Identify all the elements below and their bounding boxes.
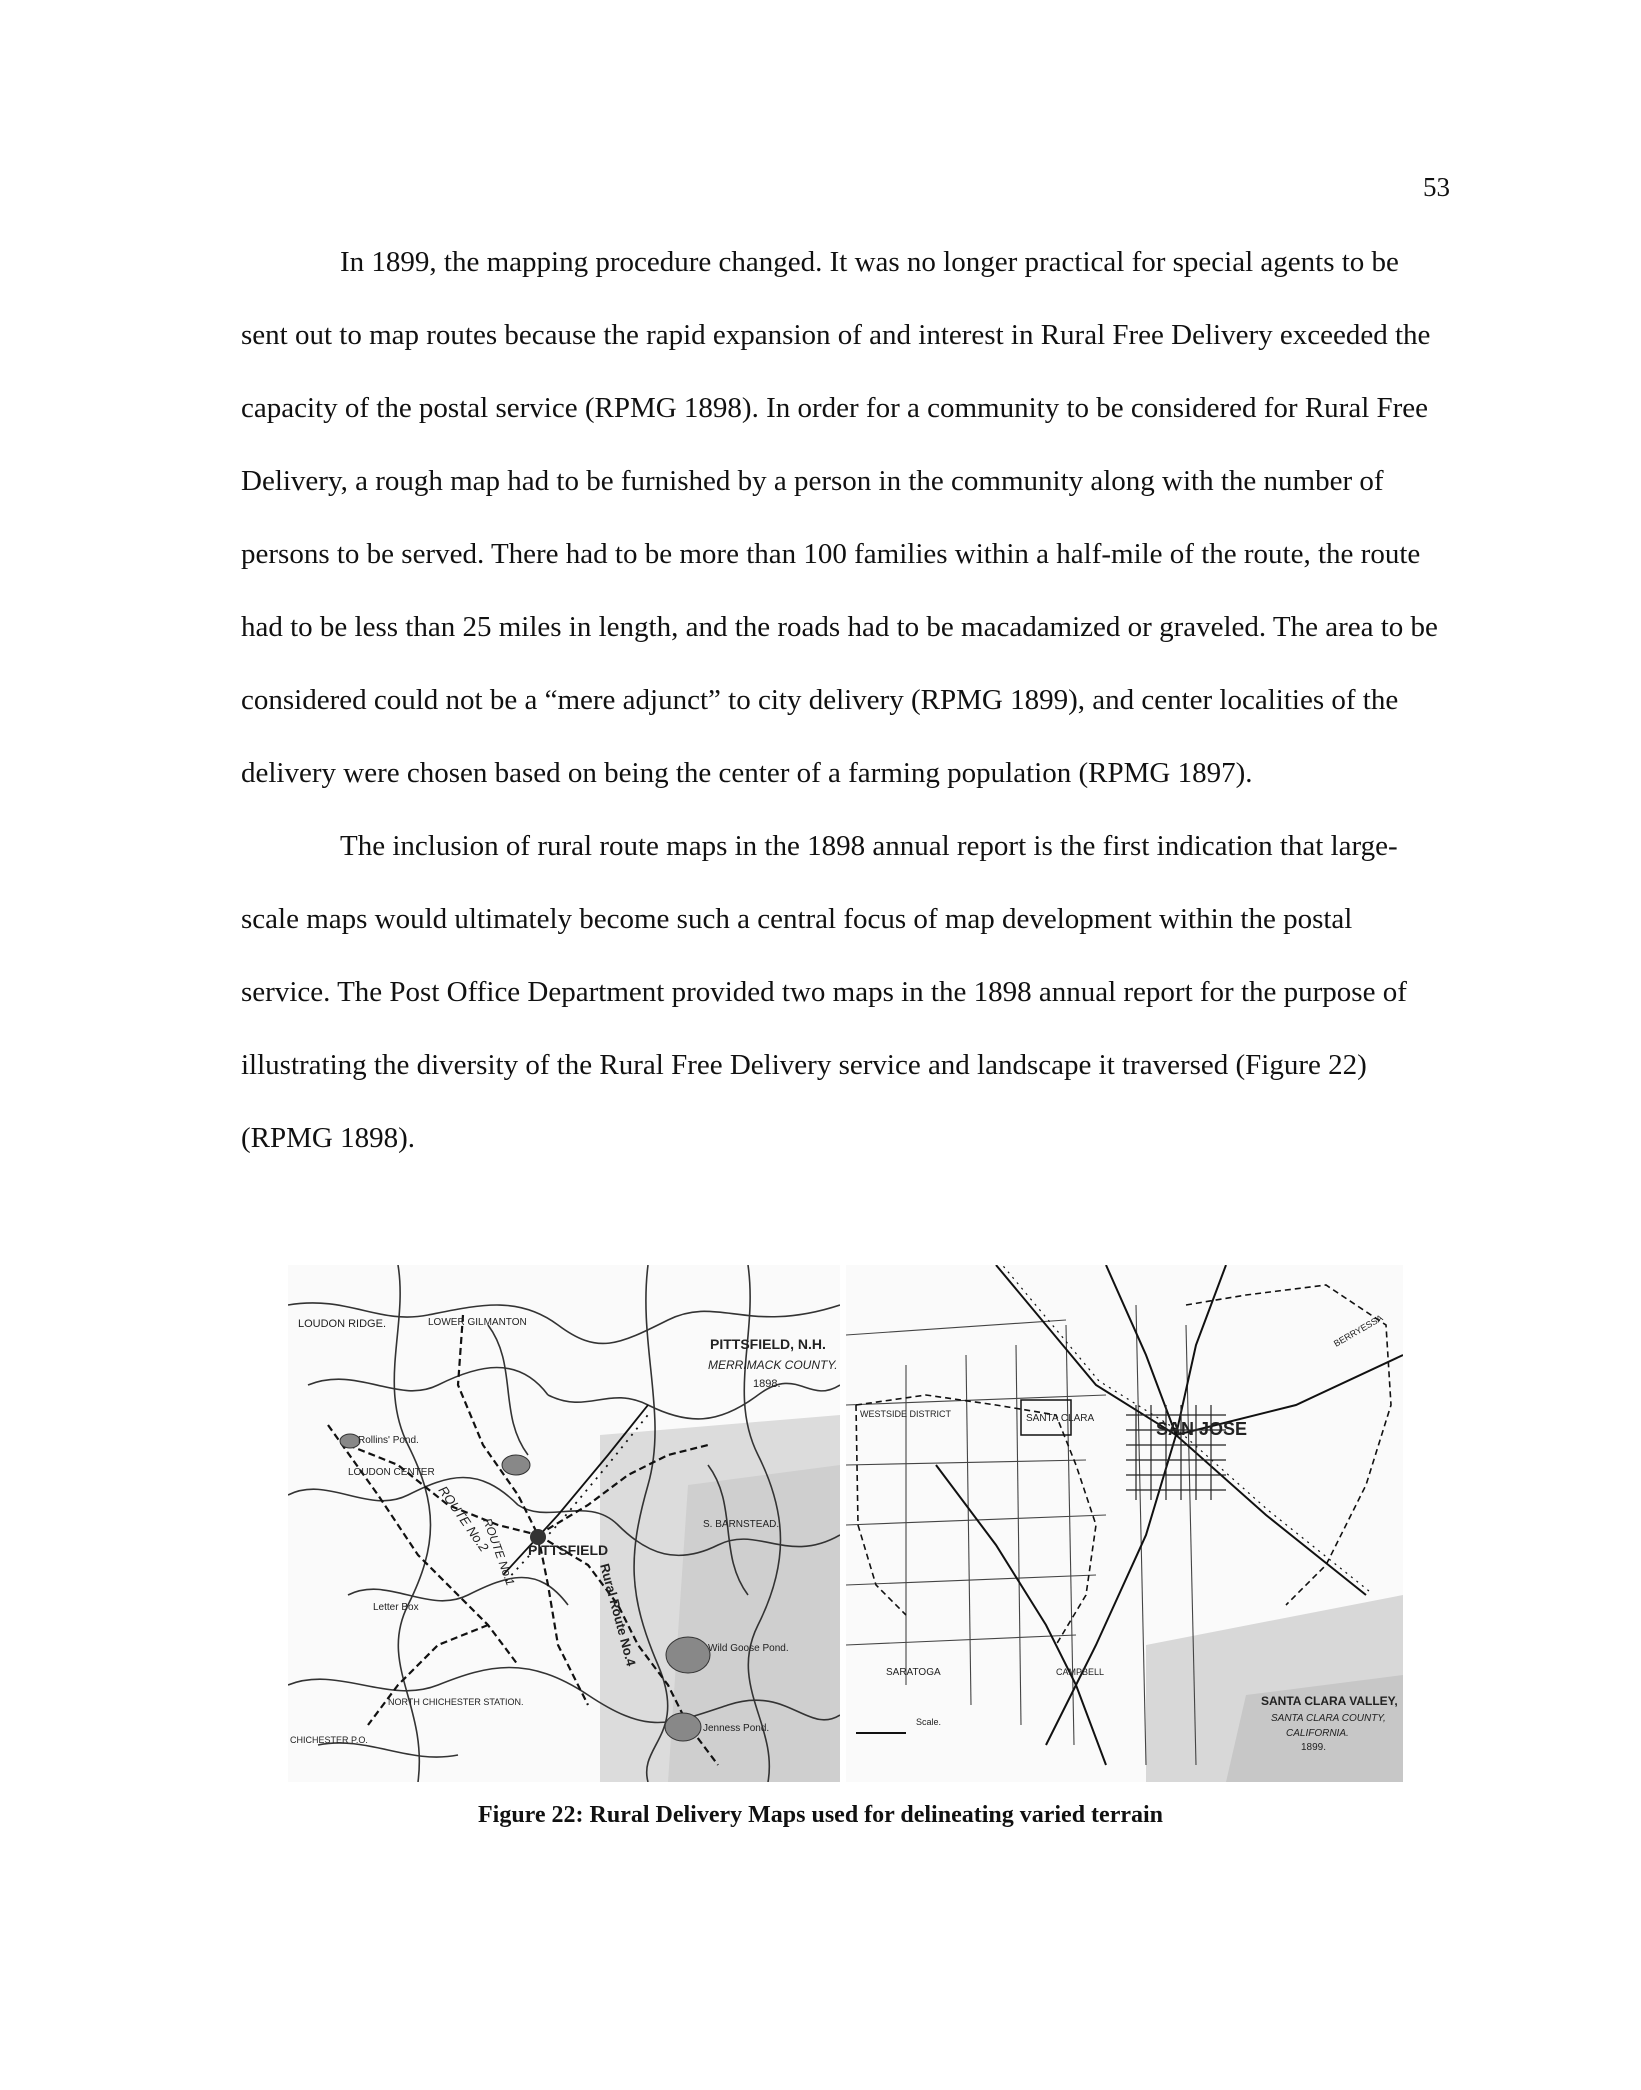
pittsfield-map <box>288 1265 840 1782</box>
pittsfield-county: MERRIMACK COUNTY. <box>708 1358 838 1372</box>
label-scale: Scale. <box>916 1717 942 1727</box>
figure-caption: Figure 22: Rural Delivery Maps used for delineating varied terrain <box>477 1802 1164 1828</box>
label-westside-district: WESTSIDE DISTRICT <box>860 1409 952 1419</box>
paragraph-2: The inclusion of rural route maps in the 1898 annual report is the first indication that large-scale maps would ultimately become such a central focus of map development within the postal service. The Post Office Department provided two maps in the 1898 annual report for the purpose of illustrating the diversity of the Rural Free Delivery service and landscape it traversed (Figure 22) (RPMG 1898). <box>241 830 1407 1154</box>
pittsfield-year: 1898. <box>753 1378 781 1390</box>
santa-clara-title: SANTA CLARA VALLEY, <box>1261 1694 1398 1708</box>
label-san-jose: SAN JOSE <box>1156 1419 1248 1439</box>
label-lower-gilmanton: LOWER GILMANTON <box>428 1317 527 1328</box>
label-loudon-ridge: LOUDON RIDGE. <box>298 1318 387 1330</box>
label-rollins-pond: Rollins' Pond. <box>358 1435 419 1446</box>
paragraph-1: In 1899, the mapping procedure changed. It was no longer practical for special agents to be sent out to map routes because the rapid expansion of and interest in Rural Free Delivery exceeded the capacity of the postal service (RPMG 1898). In order for a community to be considered for Rural Free Delivery, a rough map had to be furnished by a person in the community along with the number of persons to be served. There had to be more than 100 families within a half-mile of the route, the route had to be less than 25 miles in length, and the roads had to be macadamized or graveled. The area to be considered could not be a “mere adjunct” to city delivery (RPMG 1899), and center localities of the delivery were chosen based on being the center of a farming population (RPMG 1897). <box>241 246 1438 789</box>
page-number: 53 <box>1423 172 1450 202</box>
figure-22 <box>288 1265 1403 1782</box>
santa-clara-map <box>846 1265 1403 1782</box>
label-north-chichester: NORTH CHICHESTER STATION. <box>388 1697 524 1707</box>
label-letter-box: Letter Box <box>373 1602 419 1613</box>
label-santa-clara: SANTA CLARA <box>1026 1413 1095 1424</box>
label-campbell: CAMPBELL <box>1056 1667 1105 1677</box>
label-route-no1: ROUTE No.1 <box>480 1516 518 1588</box>
santa-clara-map-drawing <box>846 1265 1403 1782</box>
pittsfield-title: PITTSFIELD, N.H. <box>710 1336 826 1352</box>
body-text <box>241 226 1447 1175</box>
label-rural-route-no4: Rural Route No.4 <box>597 1561 639 1668</box>
label-s-barnstead: S. BARNSTEAD. <box>703 1519 780 1530</box>
pittsfield-map-drawing <box>288 1265 840 1782</box>
label-saratoga: SARATOGA <box>886 1667 941 1678</box>
label-berryessa: BERRYESSA <box>1332 1312 1385 1349</box>
label-wild-goose-pond: Wild Goose Pond. <box>708 1643 789 1654</box>
label-loudon-center: LOUDON CENTER <box>348 1467 435 1478</box>
label-jenness-pond: Jenness Pond. <box>703 1723 770 1734</box>
label-chichester: CHICHESTER P.O. <box>290 1735 368 1745</box>
label-pittsfield: PITTSFIELD <box>528 1542 609 1558</box>
santa-clara-county: SANTA CLARA COUNTY, <box>1271 1713 1386 1724</box>
santa-clara-year: 1899. <box>1301 1742 1327 1753</box>
santa-clara-state: CALIFORNIA. <box>1286 1728 1349 1739</box>
label-route-no2: ROUTE No.2 <box>435 1483 492 1555</box>
